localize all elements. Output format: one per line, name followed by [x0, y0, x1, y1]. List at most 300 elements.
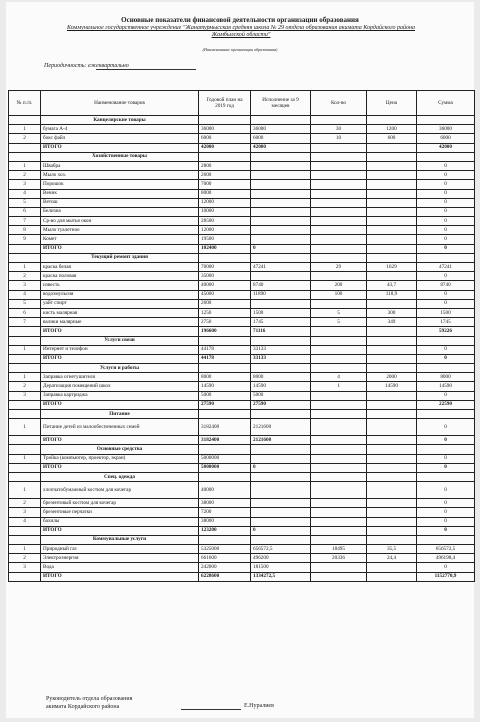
organization-name: Коммунальное государственное учреждение "Жанатурмысская средняя школа № 29 отдела образования акимата Кордайского района Жамбылской области"	[66, 25, 416, 39]
sum-value: 0	[417, 171, 475, 180]
table-row	[9, 263, 475, 272]
execution-value: 11890	[251, 290, 311, 299]
table-row	[9, 419, 475, 436]
section-number-cell	[9, 253, 41, 262]
annual-plan-value: 70000	[199, 263, 251, 272]
sum-value: 0	[417, 244, 475, 253]
execution-value: 27590	[251, 400, 311, 409]
execution-value	[251, 180, 311, 189]
empty-cell	[367, 336, 417, 345]
quantity-value	[311, 207, 367, 216]
execution-value	[251, 198, 311, 207]
annual-plan-value: 28500	[199, 217, 251, 226]
table-row	[9, 207, 475, 216]
section-title: Спец. одежда	[41, 472, 199, 481]
execution-value	[251, 189, 311, 198]
item-name: ИТОГО	[41, 327, 199, 336]
annual-plan-value: 123200	[199, 526, 251, 535]
item-name: ИТОГО	[41, 244, 199, 253]
sum-value: 0	[417, 161, 475, 170]
execution-value: 1745	[251, 318, 311, 327]
annual-plan-value: 38000	[199, 499, 251, 508]
annual-plan-value: 10000	[199, 207, 251, 216]
execution-value	[251, 482, 311, 499]
price-value: 1200	[367, 125, 417, 134]
execution-value	[251, 171, 311, 180]
price-value	[367, 572, 417, 581]
quantity-value	[311, 235, 367, 244]
row-number: 3	[9, 563, 41, 572]
total-row	[9, 400, 475, 409]
sum-value: 0	[417, 482, 475, 499]
quantity-value: 10	[311, 134, 367, 143]
execution-value: 8000	[251, 373, 311, 382]
price-value: 300	[367, 308, 417, 317]
sum-value: 0	[417, 354, 475, 363]
financial-table	[8, 90, 475, 582]
item-name: ИТОГО	[41, 463, 199, 472]
price-value	[367, 189, 417, 198]
row-number: 8	[9, 226, 41, 235]
row-number: 1	[9, 161, 41, 170]
section-title: Питание	[41, 410, 199, 419]
row-number: 5	[9, 198, 41, 207]
price-value	[367, 180, 417, 189]
execution-value: 8740	[251, 281, 311, 290]
sum-value: 0	[417, 207, 475, 216]
item-name: Дератизация помещений школ	[41, 382, 199, 391]
price-value: 349	[367, 318, 417, 327]
sum-value: 0	[417, 499, 475, 508]
execution-value: 5000	[251, 391, 311, 400]
empty-cell	[199, 535, 251, 544]
row-number: 1	[9, 545, 41, 554]
sum-value: 0	[417, 436, 475, 445]
section-number-cell	[9, 472, 41, 481]
row-number	[9, 143, 41, 152]
section-row	[9, 445, 475, 454]
execution-value: 0	[251, 463, 311, 472]
price-value: 35,5	[367, 545, 417, 554]
sum-value: 496198,4	[417, 554, 475, 563]
empty-cell	[417, 336, 475, 345]
annual-plan-value: 196600	[199, 327, 251, 336]
quantity-value: 20336	[311, 554, 367, 563]
quantity-value	[311, 171, 367, 180]
empty-cell	[251, 336, 311, 345]
table-row	[9, 281, 475, 290]
item-name: ИТОГО	[41, 143, 199, 152]
execution-value	[251, 508, 311, 517]
section-title: Услуги связи	[41, 336, 199, 345]
price-value	[367, 499, 417, 508]
execution-value: 0	[251, 244, 311, 253]
quantity-value	[311, 499, 367, 508]
section-number-cell	[9, 364, 41, 373]
row-number: 3	[9, 508, 41, 517]
sum-value: 47241	[417, 263, 475, 272]
document-page	[6, 2, 474, 718]
price-value	[367, 508, 417, 517]
total-row	[9, 463, 475, 472]
table-body	[9, 116, 475, 582]
empty-cell	[311, 410, 367, 419]
total-row	[9, 143, 475, 152]
sum-value: 0	[417, 299, 475, 308]
empty-cell	[199, 336, 251, 345]
item-name: кисть малярная	[41, 308, 199, 317]
execution-value	[251, 454, 311, 463]
signature-block	[46, 695, 132, 711]
quantity-value	[311, 189, 367, 198]
price-value: 2000	[367, 373, 417, 382]
empty-cell	[199, 116, 251, 125]
execution-value: 42000	[251, 143, 311, 152]
item-name: ИТОГО	[41, 400, 199, 409]
sum-value: 8740	[417, 281, 475, 290]
annual-plan-value: 40000	[199, 482, 251, 499]
execution-value	[251, 226, 311, 235]
price-value	[367, 143, 417, 152]
row-number: 2	[9, 272, 41, 281]
sum-value: 8000	[417, 373, 475, 382]
annual-plan-value: 5000000	[199, 454, 251, 463]
annual-plan-value: 242000	[199, 563, 251, 572]
section-row	[9, 152, 475, 161]
price-value	[367, 327, 417, 336]
quantity-value	[311, 217, 367, 226]
sum-value: 0	[417, 217, 475, 226]
row-number: 5	[9, 299, 41, 308]
table-row	[9, 318, 475, 327]
total-row	[9, 327, 475, 336]
sum-value: 14590	[417, 382, 475, 391]
section-row	[9, 253, 475, 262]
item-name: Швабра	[41, 161, 199, 170]
quantity-value: 200	[311, 281, 367, 290]
price-value	[367, 463, 417, 472]
section-number-cell	[9, 410, 41, 419]
periodicity-underline	[96, 69, 196, 70]
row-number: 1	[9, 263, 41, 272]
annual-plan-value: 2800	[199, 161, 251, 170]
item-name: валики малярные	[41, 318, 199, 327]
sum-value: 0	[417, 563, 475, 572]
empty-cell	[367, 410, 417, 419]
total-row	[9, 526, 475, 535]
sum-value: 1500	[417, 308, 475, 317]
sum-value: 0	[417, 345, 475, 354]
execution-value	[251, 299, 311, 308]
empty-cell	[199, 472, 251, 481]
price-value	[367, 526, 417, 535]
table-row	[9, 125, 475, 134]
empty-cell	[311, 152, 367, 161]
row-number: 9	[9, 235, 41, 244]
table-row	[9, 554, 475, 563]
quantity-value: 5	[311, 318, 367, 327]
quantity-value: 30	[311, 125, 367, 134]
annual-plan-value: 44178	[199, 345, 251, 354]
annual-plan-value: 5325000	[199, 545, 251, 554]
header-execution: Исполнение за 9 месяцев	[251, 91, 311, 116]
item-name: Белизна	[41, 207, 199, 216]
price-value: 43,7	[367, 281, 417, 290]
row-number: 4	[9, 517, 41, 526]
empty-cell	[417, 253, 475, 262]
annual-plan-value: 5000	[199, 391, 251, 400]
annual-plan-value: 44178	[199, 354, 251, 363]
quantity-value	[311, 327, 367, 336]
price-value	[367, 454, 417, 463]
row-number	[9, 463, 41, 472]
table-header-row	[9, 91, 475, 116]
sum-value: 656572,5	[417, 545, 475, 554]
sum-value: 42000	[417, 143, 475, 152]
empty-cell	[251, 445, 311, 454]
annual-plan-value: 45000	[199, 290, 251, 299]
table-row	[9, 171, 475, 180]
execution-value: 33133	[251, 354, 311, 363]
sum-value: 0	[417, 226, 475, 235]
quantity-value	[311, 180, 367, 189]
row-number: 1	[9, 373, 41, 382]
header-number: № п./п.	[9, 91, 41, 116]
row-number: 3	[9, 281, 41, 290]
table-row	[9, 454, 475, 463]
section-title: Основные средства	[41, 445, 199, 454]
sum-value: 0	[417, 419, 475, 436]
annual-plan-value: 2600	[199, 299, 251, 308]
empty-cell	[367, 152, 417, 161]
empty-cell	[199, 253, 251, 262]
price-value	[367, 345, 417, 354]
section-number-cell	[9, 336, 41, 345]
execution-value: 496200	[251, 554, 311, 563]
table-row	[9, 290, 475, 299]
execution-value: 6000	[251, 134, 311, 143]
empty-cell	[367, 535, 417, 544]
annual-plan-value: 102400	[199, 244, 251, 253]
sum-value: 1152770,9	[417, 572, 475, 581]
section-row	[9, 410, 475, 419]
row-number: 1	[9, 482, 41, 499]
annual-plan-value: 8000	[199, 373, 251, 382]
execution-value: 36000	[251, 125, 311, 134]
quantity-value: 4	[311, 373, 367, 382]
table-row	[9, 308, 475, 317]
table-row	[9, 545, 475, 554]
signature-position-line1: Руководитель отдела образования	[46, 696, 133, 702]
sum-value: 0	[417, 235, 475, 244]
row-number: 3	[9, 391, 41, 400]
execution-value: 2121600	[251, 436, 311, 445]
quantity-value	[311, 463, 367, 472]
price-value	[367, 354, 417, 363]
row-number	[9, 436, 41, 445]
price-value	[367, 299, 417, 308]
empty-cell	[251, 364, 311, 373]
total-row	[9, 436, 475, 445]
empty-cell	[417, 472, 475, 481]
empty-cell	[251, 116, 311, 125]
row-number: 6	[9, 207, 41, 216]
section-number-cell	[9, 535, 41, 544]
empty-cell	[311, 336, 367, 345]
empty-cell	[311, 253, 367, 262]
item-name: Интернет и телефон	[41, 345, 199, 354]
empty-cell	[417, 364, 475, 373]
price-value: 24,4	[367, 554, 417, 563]
row-number	[9, 327, 41, 336]
row-number: 2	[9, 134, 41, 143]
item-name: Питание детей из малообеспеченных семей	[41, 419, 199, 436]
empty-cell	[367, 472, 417, 481]
empty-cell	[251, 535, 311, 544]
quantity-value	[311, 419, 367, 436]
empty-cell	[199, 410, 251, 419]
section-row	[9, 336, 475, 345]
price-value	[367, 272, 417, 281]
item-name: ИТОГО	[41, 354, 199, 363]
price-value: 14590	[367, 382, 417, 391]
price-value	[367, 161, 417, 170]
quantity-value	[311, 482, 367, 499]
quantity-value: 29	[311, 263, 367, 272]
annual-plan-value: 8000	[199, 189, 251, 198]
price-value	[367, 244, 417, 253]
table-row	[9, 517, 475, 526]
empty-cell	[311, 116, 367, 125]
quantity-value	[311, 143, 367, 152]
quantity-value	[311, 400, 367, 409]
price-value	[367, 226, 417, 235]
item-name: краска половая	[41, 272, 199, 281]
execution-value: 1334272,5	[251, 572, 311, 581]
item-name: Заправка огнетушителя	[41, 373, 199, 382]
sum-value: 59226	[417, 327, 475, 336]
row-number: 2	[9, 554, 41, 563]
item-name: хлопчатобумажный костюм для кочегар	[41, 482, 199, 499]
price-value: 1629	[367, 263, 417, 272]
row-number: 7	[9, 217, 41, 226]
price-value	[367, 198, 417, 207]
table-row	[9, 391, 475, 400]
item-name: Мыло туалетное	[41, 226, 199, 235]
empty-cell	[199, 364, 251, 373]
sum-value: 0	[417, 180, 475, 189]
item-name: бумага А-4	[41, 125, 199, 134]
execution-value	[251, 161, 311, 170]
table-row	[9, 299, 475, 308]
table-row	[9, 189, 475, 198]
item-name: бокс файл	[41, 134, 199, 143]
quantity-value	[311, 354, 367, 363]
header-plan: Годовой план на 2019 год	[199, 91, 251, 116]
price-value	[367, 517, 417, 526]
item-name: Веник	[41, 189, 199, 198]
row-number: 6	[9, 308, 41, 317]
item-name: брезентовые перчатки	[41, 508, 199, 517]
item-name: ИТОГО	[41, 572, 199, 581]
execution-value: 2121600	[251, 419, 311, 436]
periodicity-label: Периодичность: ежеквартально	[44, 63, 129, 69]
header-sum: Сумма	[417, 91, 475, 116]
annual-plan-value: 36000	[199, 125, 251, 134]
price-value	[367, 436, 417, 445]
sum-value: 0	[417, 517, 475, 526]
annual-plan-value: 5000000	[199, 463, 251, 472]
table-row	[9, 134, 475, 143]
signature-position-line2: акимата Кордайского района	[46, 704, 120, 710]
quantity-value	[311, 563, 367, 572]
quantity-value	[311, 299, 367, 308]
empty-cell	[311, 472, 367, 481]
empty-cell	[417, 116, 475, 125]
sum-value: 0	[417, 272, 475, 281]
table-row	[9, 226, 475, 235]
section-row	[9, 472, 475, 481]
item-name: Порошок	[41, 180, 199, 189]
table-row	[9, 373, 475, 382]
annual-plan-value: 40000	[199, 281, 251, 290]
execution-value	[251, 235, 311, 244]
empty-cell	[367, 364, 417, 373]
quantity-value	[311, 161, 367, 170]
sum-value: 0	[417, 290, 475, 299]
item-name: Ср-во для мытья окон	[41, 217, 199, 226]
empty-cell	[311, 364, 367, 373]
item-name: ИТОГО	[41, 526, 199, 535]
organization-name-caption: (Наименование организации образования)	[202, 47, 278, 52]
sum-value: 0	[417, 391, 475, 400]
annual-plan-value: 38000	[199, 517, 251, 526]
sum-value: 36000	[417, 125, 475, 134]
sum-value: 0	[417, 508, 475, 517]
row-number	[9, 354, 41, 363]
annual-plan-value: 6000	[199, 134, 251, 143]
annual-plan-value: 7000	[199, 180, 251, 189]
item-name: ИТОГО	[41, 436, 199, 445]
section-number-cell	[9, 152, 41, 161]
row-number: 2	[9, 171, 41, 180]
sum-value: 0	[417, 526, 475, 535]
annual-plan-value: 6228600	[199, 572, 251, 581]
empty-cell	[199, 445, 251, 454]
price-value	[367, 482, 417, 499]
annual-plan-value: 19500	[199, 235, 251, 244]
table-row	[9, 563, 475, 572]
row-number	[9, 244, 41, 253]
row-number: 1	[9, 419, 41, 436]
quantity-value: 5	[311, 308, 367, 317]
row-number: 2	[9, 499, 41, 508]
price-value	[367, 419, 417, 436]
price-value	[367, 391, 417, 400]
total-row	[9, 244, 475, 253]
execution-value: 181500	[251, 563, 311, 572]
section-title: Услуги и работы	[41, 364, 199, 373]
item-name: водоэмульсия	[41, 290, 199, 299]
sum-value: 0	[417, 198, 475, 207]
empty-cell	[251, 152, 311, 161]
sum-value: 22590	[417, 400, 475, 409]
row-number	[9, 526, 41, 535]
table-row	[9, 235, 475, 244]
empty-cell	[311, 445, 367, 454]
item-name: брезентовый костюм для кочегар	[41, 499, 199, 508]
table-row	[9, 345, 475, 354]
